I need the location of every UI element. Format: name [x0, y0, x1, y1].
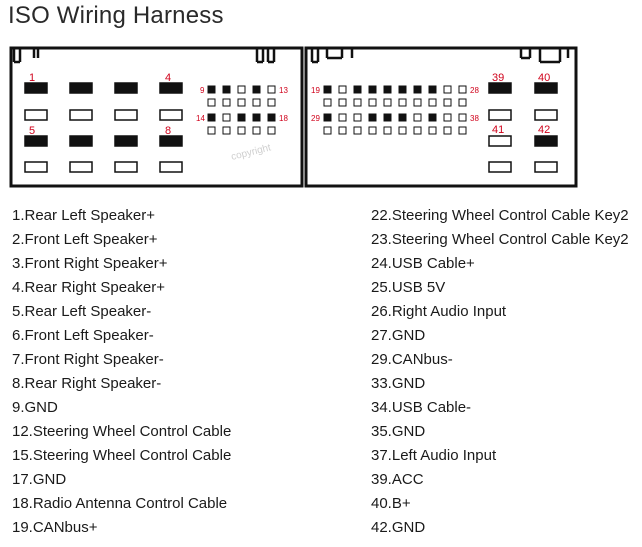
list-item: 12.Steering Wheel Control Cable	[12, 423, 232, 440]
pin-label-18: 18	[279, 114, 288, 123]
list-item: 26.Right Audio Input	[371, 303, 507, 320]
pin-label-39: 39	[492, 72, 505, 84]
pin-label-9: 9	[200, 86, 205, 95]
list-item: 4.Rear Right Speaker+	[12, 279, 166, 296]
pin-label-1: 1	[29, 72, 36, 84]
list-item: 24.USB Cable+	[371, 255, 475, 272]
pin-label-42: 42	[538, 124, 551, 136]
list-item: 6.Front Left Speaker-	[12, 327, 154, 344]
pin-label-41: 41	[492, 124, 505, 136]
list-item: 40.B+	[371, 495, 411, 512]
pin-label-19: 19	[311, 86, 320, 95]
watermark: copyright	[230, 142, 273, 163]
list-item: 25.USB 5V	[371, 279, 446, 296]
list-item: 34.USB Cable-	[371, 399, 472, 416]
list-item: 5.Rear Left Speaker-	[12, 303, 152, 320]
pin-label-8: 8	[165, 125, 172, 137]
list-item: 35.GND	[371, 423, 426, 440]
list-item: 2.Front Left Speaker+	[12, 231, 158, 248]
list-item: 18.Radio Antenna Control Cable	[12, 495, 228, 512]
list-item: 37.Left Audio Input	[371, 447, 497, 464]
list-item: 29.CANbus-	[371, 351, 453, 368]
pin-label-40: 40	[538, 72, 551, 84]
list-item: 9.GND	[12, 399, 58, 416]
list-item: 8.Rear Right Speaker-	[12, 375, 162, 392]
pin-list-right	[371, 204, 629, 540]
list-item: 19.CANbus+	[12, 519, 98, 536]
list-item: 39.ACC	[371, 471, 424, 488]
pin-label-28: 28	[470, 86, 479, 95]
list-item: 27.GND	[371, 327, 426, 344]
pin-label-4: 4	[165, 72, 172, 84]
list-item: 3.Front Right Speaker+	[12, 255, 168, 272]
pin-label-29: 29	[311, 114, 320, 123]
list-item: 17.GND	[12, 471, 67, 488]
pin-label-13: 13	[279, 86, 288, 95]
list-item: 15.Steering Wheel Control Cable	[12, 447, 232, 464]
list-item: 33.GND	[371, 375, 426, 392]
list-item: 22.Steering Wheel Control Cable Key2	[371, 207, 629, 224]
pin-label-5: 5	[29, 125, 36, 137]
list-item: 23.Steering Wheel Control Cable Key2	[371, 231, 629, 248]
list-item: 7.Front Right Speaker-	[12, 351, 164, 368]
page-title: ISO Wiring Harness	[8, 2, 224, 29]
pin-label-14: 14	[196, 114, 205, 123]
list-item: 1.Rear Left Speaker+	[12, 207, 156, 224]
pin-list-left	[12, 204, 231, 540]
pin-label-38: 38	[470, 114, 479, 123]
list-item: 42.GND	[371, 519, 426, 536]
